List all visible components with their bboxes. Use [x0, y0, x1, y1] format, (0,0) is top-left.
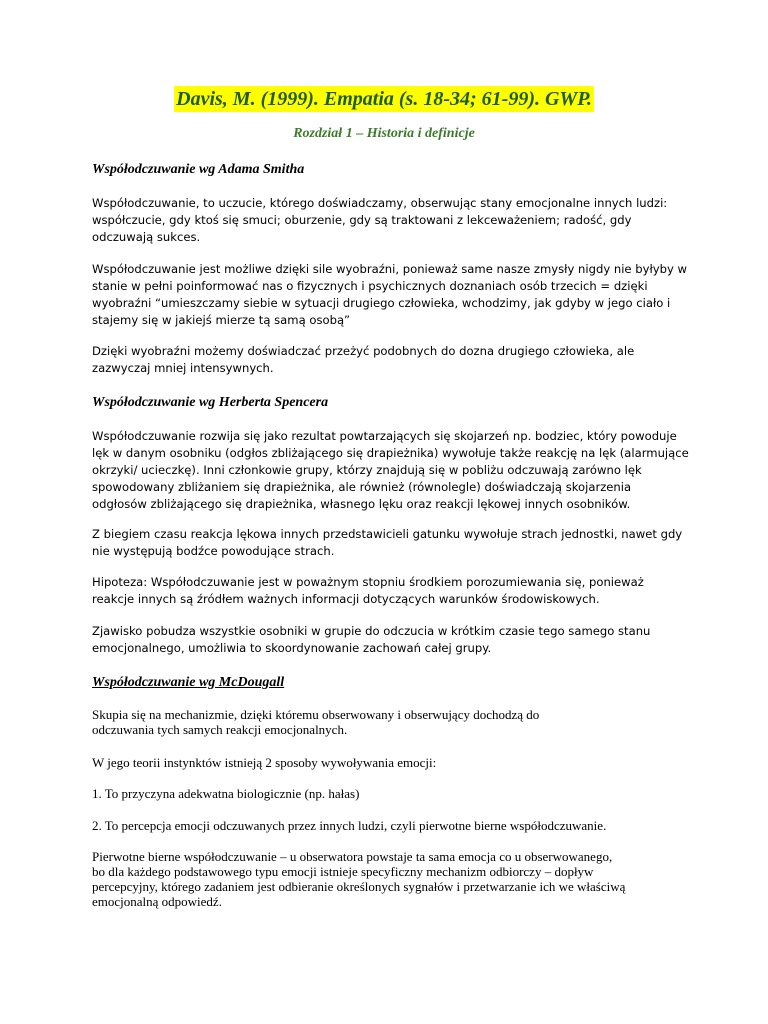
- paragraph-smith-1: [92, 195, 692, 246]
- text-line: emocjonalną odpowiedź.: [92, 894, 222, 909]
- paragraph-spencer-3: [92, 574, 692, 608]
- paragraph-spencer-4: [92, 623, 692, 657]
- text-line: bo dla każdego podstawowego typu emocji istnieje specyficzny mechanizm odbiorczy – dopływ: [92, 864, 594, 879]
- text-line: Współodczuwanie jest możliwe dzięki sile wyobraźni, ponieważ same nasze zmysły nigdy nie byłyby w: [92, 262, 688, 276]
- text-line: spowodowany zbliżaniem się drapieżnika, ale również (równolegle) doświadczają skojarzenia: [92, 480, 632, 494]
- section-heading-spencer: Współodczuwanie wg Herberta Spencera: [92, 395, 329, 410]
- text-line: 1. To przyczyna adekwatna biologicznie (np. hałas): [92, 786, 360, 801]
- text-line: wyobraźni “umieszczamy siebie w sytuacji drugiego człowieka, wchodzimy, jak gdyby w jego ciało i: [92, 296, 671, 310]
- text-line: Zjawisko pobudza wszystkie osobniki w grupie do odczucia w krótkim czasie tego samego stanu: [92, 624, 651, 638]
- text-line: zazwyczaj mniej intensywnych.: [92, 361, 274, 375]
- text-line: stajemy się w jakiejś mierze tą samą osobą”: [92, 313, 351, 327]
- document-title: Davis, M. (1999). Empatia (s. 18-34; 61-99). GWP.: [176, 88, 592, 110]
- text-line: Pierwotne bierne współodczuwanie – u obserwatora powstaje ta sama emocja co u obserwowanego,: [92, 849, 613, 864]
- paragraph-spencer-2: [92, 526, 692, 560]
- section-heading-smith: Współodczuwanie wg Adama Smitha: [92, 162, 305, 177]
- paragraph-mcdougall-2: [92, 755, 692, 770]
- text-line: Hipoteza: Współodczuwanie jest w poważnym stopniu środkiem porozumiewania się, ponieważ: [92, 575, 644, 589]
- text-line: Skupia się na mechanizmie, dzięki któremu obserwowany i obserwujący dochodzą do: [92, 707, 540, 722]
- text-line: nie występują bodźce powodujące strach.: [92, 544, 335, 558]
- title-container: [0, 86, 768, 112]
- paragraph-smith-2: [92, 261, 692, 329]
- text-line: Współodczuwanie, to uczucie, którego doświadczamy, obserwując stany emocjonalne innych ludzi:: [92, 196, 668, 210]
- section-heading-mcdougall: Współodczuwanie wg McDougall: [92, 675, 285, 690]
- text-line: okrzyki/ ucieczkę). Inni członkowie grupy, którzy znajdują się w pobliżu odczuwają zarówno lęk: [92, 463, 642, 477]
- text-line: odgłosów zbliżającego się drapieżnika, własnego lęku oraz reakcji lękowej innych osobników.: [92, 497, 631, 511]
- text-line: Dzięki wyobraźni możemy doświadczać przeżyć podobnych do dozna drugiego człowieka, ale: [92, 344, 635, 358]
- paragraph-smith-3: [92, 343, 692, 377]
- text-line: lęk w danym osobniku (odgłos zbliżającego się drapieżnika) wywołuje także reakcję na lęk (alarmujące: [92, 446, 689, 460]
- text-line: Z biegiem czasu reakcja lękowa innych przedstawicieli gatunku wywołuje strach jednostki, nawet gdy: [92, 527, 683, 541]
- text-line: emocjonalnego, umożliwia to skoordynowanie zachowań całej grupy.: [92, 641, 492, 655]
- paragraph-spencer-1: [92, 428, 692, 513]
- paragraph-mcdougall-4: [92, 818, 692, 833]
- text-line: 2. To percepcja emocji odczuwanych przez innych ludzi, czyli pierwotne bierne współodczuwanie.: [92, 818, 607, 833]
- text-line: odczuwają sukces.: [92, 230, 201, 244]
- text-line: reakcje innych są źródłem ważnych informacji dotyczących warunków środowiskowych.: [92, 592, 600, 606]
- text-line: odczuwania tych samych reakcji emocjonalnych.: [92, 722, 348, 737]
- paragraph-mcdougall-1: [92, 707, 692, 737]
- paragraph-mcdougall-5: [92, 849, 692, 909]
- paragraph-mcdougall-3: [92, 786, 692, 801]
- text-line: W jego teorii instynktów istnieją 2 sposoby wywoływania emocji:: [92, 755, 437, 770]
- text-line: percepcyjny, którego zadaniem jest odbieranie określonych sygnałów i przetwarzanie ich we właściwą: [92, 879, 626, 894]
- text-line: współczucie, gdy ktoś się smuci; oburzenie, gdy są traktowani z lekceważeniem; radość, gdy: [92, 213, 632, 227]
- chapter-heading: Rozdział 1 – Historia i definicje: [293, 126, 475, 141]
- text-line: stanie w pełni poinformować nas o fizycznych i psychicznych doznaniach osób trzecich = dzięki: [92, 279, 648, 293]
- text-line: Współodczuwanie rozwija się jako rezultat powtarzających się skojarzeń np. bodziec, który powoduje: [92, 429, 677, 443]
